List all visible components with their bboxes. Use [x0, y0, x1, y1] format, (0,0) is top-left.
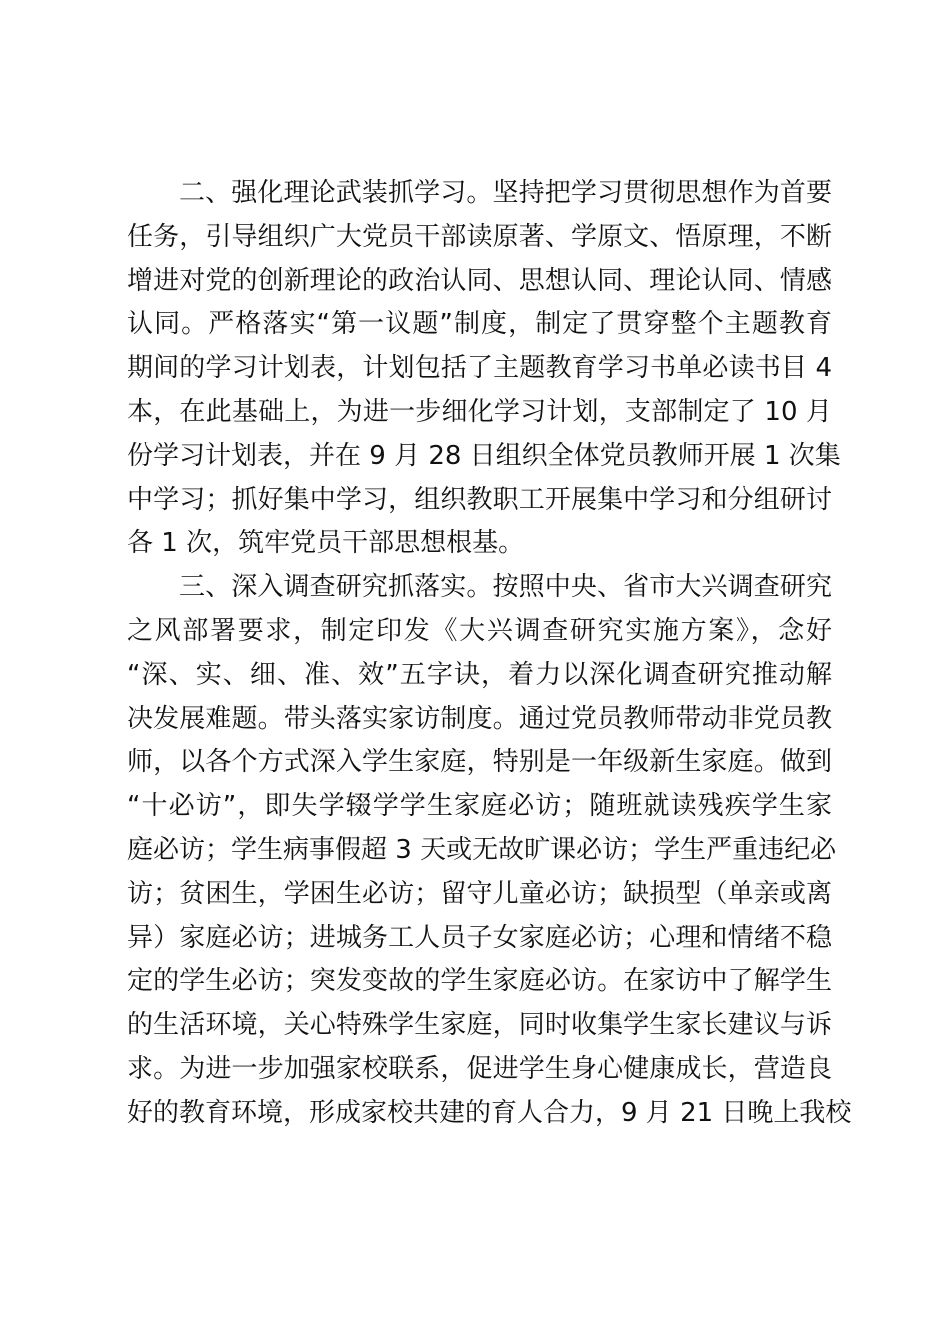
text-line: 之风部署要求，制定印发《大兴调查研究实施方案》，念好	[127, 615, 832, 646]
text-line: 求。为进一步加强家校联系，促进学生身心健康成长，营造良	[127, 1053, 832, 1084]
text-line: 异）家庭必访；进城务工人员子女家庭必访；心理和情绪不稳	[127, 922, 832, 953]
text-line: 庭必访；学生病事假超 3 天或无故旷课必访；学生严重违纪必	[127, 834, 837, 865]
text-line: 各 1 次，筑牢党员干部思想根基。	[127, 528, 525, 559]
paragraph-research	[127, 566, 852, 1135]
text-line: 访；贫困生，学困生必访；留守儿童必访；缺损型（单亲或离	[127, 878, 832, 909]
text-line: 中学习；抓好集中学习，组织教职工开展集中学习和分组研讨	[127, 484, 832, 515]
text-line: 决发展难题。带头落实家访制度。通过党员教师带动非党员教	[127, 703, 832, 734]
text-line: 本，在此基础上，为进一步细化学习计划，支部制定了 10 月	[127, 396, 832, 427]
text-line: 期间的学习计划表，计划包括了主题教育学习书单必读书目 4	[127, 353, 832, 384]
text-line: 的生活环境，关心特殊学生家庭，同时收集学生家长建议与诉	[127, 1010, 832, 1041]
text-line: “深、实、细、准、效”五字诀，着力以深化调查研究推动解	[127, 659, 832, 690]
text-line: 三、深入调查研究抓落实。按照中央、省市大兴调查研究	[179, 572, 832, 603]
text-line: 二、强化理论武装抓学习。坚持把学习贯彻思想作为首要	[179, 178, 832, 208]
document-body	[127, 172, 852, 1136]
text-line: 认同。严格落实“第一议题”制度，制定了贯穿整个主题教育	[127, 309, 832, 340]
paragraph-study	[127, 172, 841, 566]
text-line: 增进对党的创新理论的政治认同、思想认同、理论认同、情感	[127, 265, 832, 296]
text-line: 份学习计划表，并在 9 月 28 日组织全体党员教师开展 1 次集	[127, 440, 841, 471]
text-line: 定的学生必访；突发变故的学生家庭必访。在家访中了解学生	[127, 966, 832, 997]
text-line: 好的教育环境，形成家校共建的育人合力，9 月 21 日晚上我校	[127, 1097, 852, 1128]
text-line: 任务，引导组织广大党员干部读原著、学原文、悟原理，不断	[127, 221, 832, 252]
text-line: 师，以各个方式深入学生家庭，特别是一年级新生家庭。做到	[127, 747, 832, 778]
text-line: “十必访”，即失学辍学学生家庭必访；随班就读残疾学生家	[127, 791, 832, 822]
